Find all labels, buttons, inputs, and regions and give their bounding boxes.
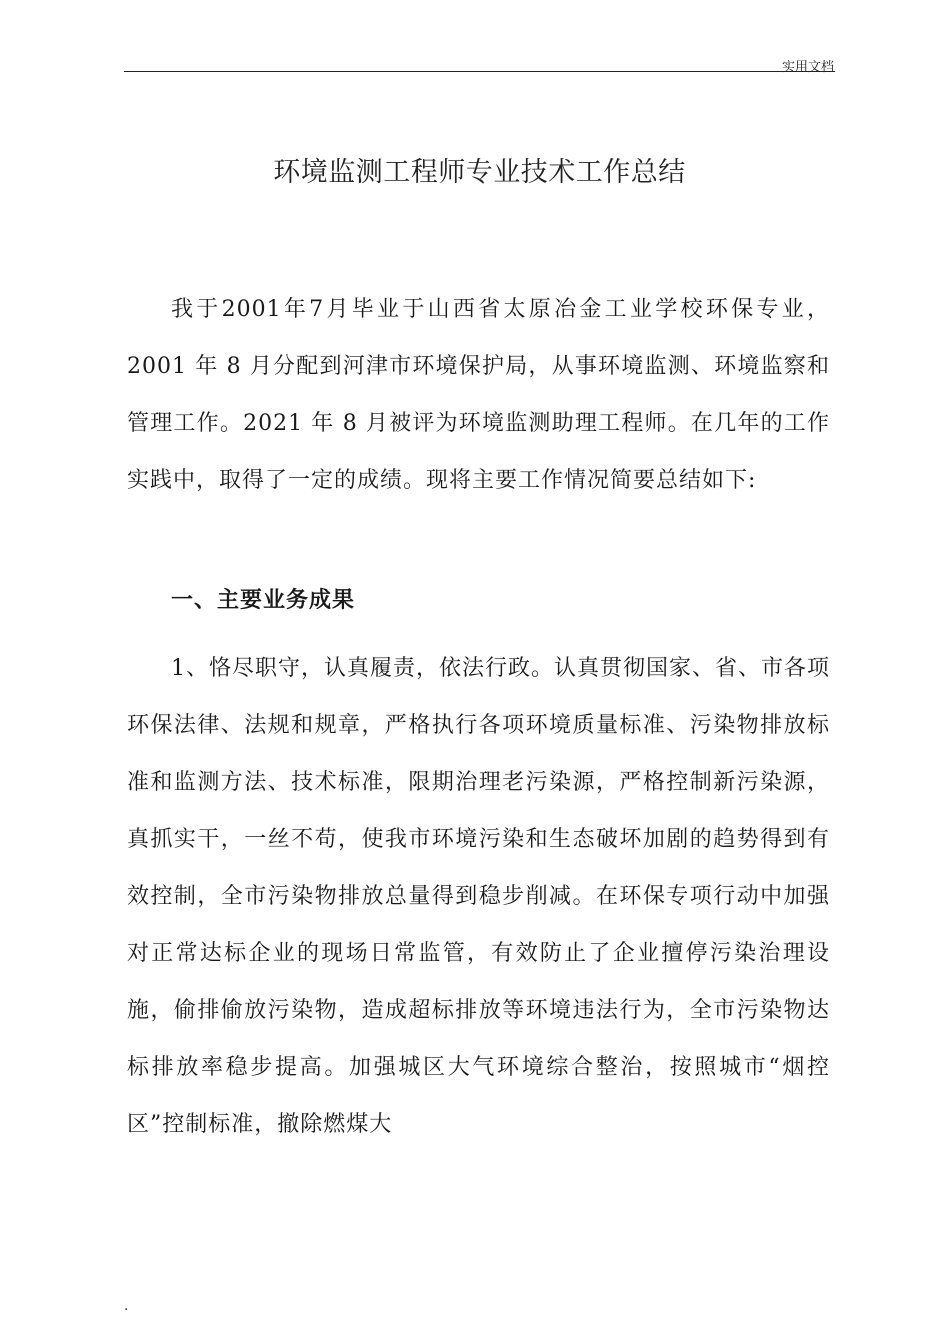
header-divider xyxy=(124,71,835,72)
section-heading: 一、主要业务成果 xyxy=(171,587,356,613)
document-title: 环境监测工程师专业技术工作总结 xyxy=(273,157,686,188)
body-paragraph: 1、恪尽职守，认真履责，依法行政。认真贯彻国家、省、市各项环保法律、法规和规章，严格执行各项环境质量标准、污染物排放标准和监测方法、技术标准，限期治理老污染源，严格控制新污染源，真抓实干，一丝不苟，使我市环境污染和生态破坏加剧的趋势得到有效控制，全市污染物排放总量得到稳步削减。在环保专项行动中加强对正常达标企业的现场日常监管，有效防止了企业擅停污染治理设施，偷排偷放污染物，造成超标排放等环境违法行为，全市污染物达标排放率稳步提高。加强城区大气环境综合整治，按照城市“烟控区”控制标准，撤除燃煤大 xyxy=(127,656,830,1137)
page-header-label: 实用文档 xyxy=(781,60,834,75)
intro-paragraph: 我于2001年7月毕业于山西省太原冶金工业学校环保专业，2001 年 8 月分配到河津市环境保护局，从事环境监测、环境监察和管理工作。2021 年 8 月被评为环境监测助理工程师。在几年的工作实践中，取得了一定的成绩。现将主要工作情况简要总结如下: xyxy=(127,297,830,493)
footer-mark: . xyxy=(124,1298,129,1314)
